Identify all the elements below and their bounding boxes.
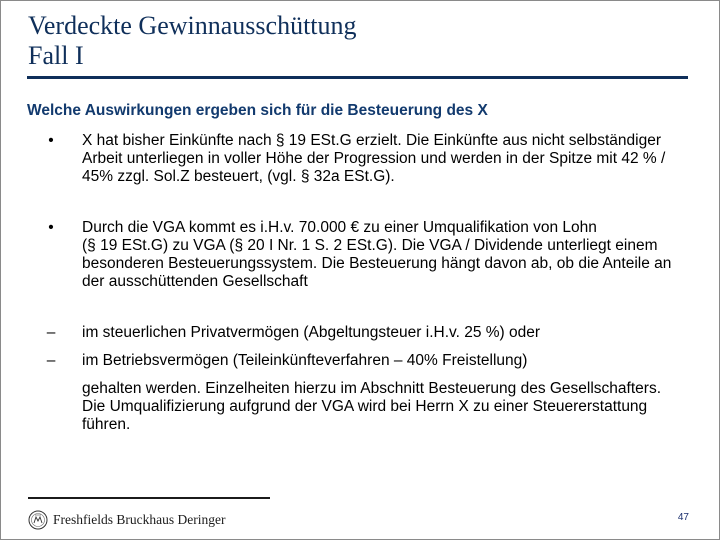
closing-paragraph: gehalten werden. Einzelheiten hierzu im Abschnitt Besteuerung des Gesellschafters. Die Umqualifizierung aufgrund der VGA wird bei Herrn X zu einer Steuererstattung führen.: [82, 380, 662, 433]
bullet-text-line-2: (§ 19 ESt.G) zu VGA (§ 20 I Nr. 1 S. 2 ESt.G). Die VGA / Dividende unterliegt einem besonderen Besteuerungssystem. Die Besteuerung hängt davon ab, ob die Anteile an der ausschüttenden Gesellschaft: [82, 237, 672, 290]
dash-marker: –: [46, 352, 56, 369]
sub-item-text: im steuerlichen Privatvermögen (Abgeltungsteuer i.H.v. 25 %) oder: [82, 324, 541, 341]
question-heading: Welche Auswirkungen ergeben sich für die Besteuerung des X: [27, 102, 488, 119]
bullet-marker: •: [48, 219, 54, 236]
dash-marker: –: [46, 324, 56, 341]
freshfields-seal-icon: [28, 510, 48, 530]
bullet-text: X hat bisher Einkünfte nach § 19 ESt.G erzielt. Die Einkünfte aus nicht selbständiger Arbeit unterliegen in voller Höhe der Progression und werden in der Spitze mit 42 % / 45% zzgl. Sol.Z besteuert, (vgl. § 32a ESt.G).: [82, 132, 666, 185]
title-underline: [27, 76, 688, 79]
title-line-1: Verdeckte Gewinnausschüttung: [28, 11, 357, 40]
bullet-text-line-1: Durch die VGA kommt es i.H.v. 70.000 € zu einer Umqualifikation von Lohn: [82, 219, 597, 236]
slide-title: [28, 11, 357, 71]
footer-divider: [28, 497, 270, 499]
sub-item-text: im Betriebsvermögen (Teileinkünfteverfahren – 40% Freistellung): [82, 352, 528, 369]
bullet-marker: •: [48, 132, 54, 149]
company-logo: [28, 509, 225, 531]
title-line-2: Fall I: [28, 41, 84, 70]
bullet-text: [82, 219, 672, 291]
page-number: 47: [677, 512, 689, 523]
logo-text: Freshfields Bruckhaus Deringer: [53, 512, 226, 527]
